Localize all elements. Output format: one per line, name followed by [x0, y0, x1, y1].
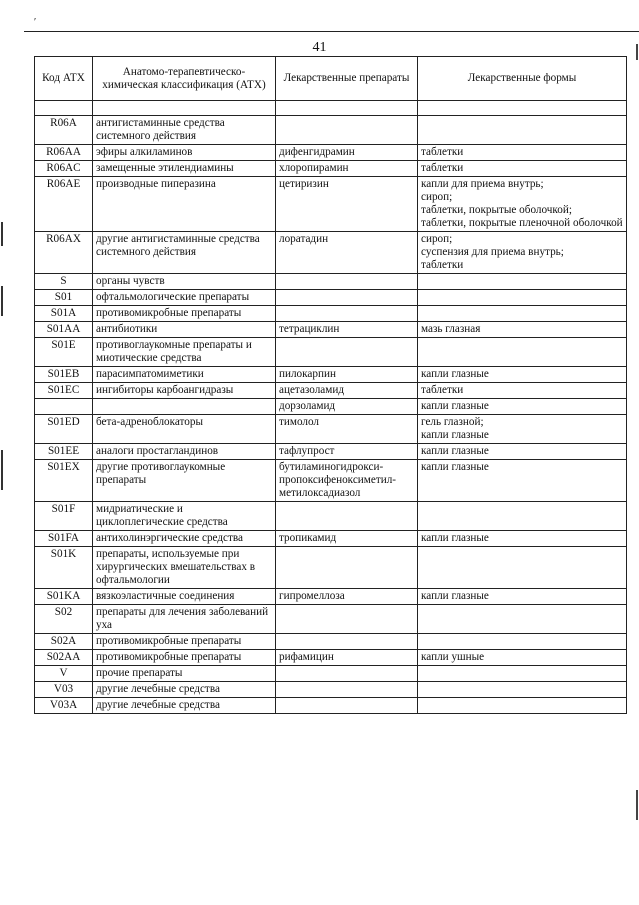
form-cell: [418, 666, 627, 682]
classification-cell: эфиры алкиламинов: [93, 145, 276, 161]
form-cell-line: капли для приема внутрь;: [421, 178, 544, 190]
atc-code-cell: S01EC: [35, 383, 93, 399]
classification-cell: другие антигистаминные средства системного действия: [93, 232, 276, 274]
table-row: [35, 502, 627, 531]
blank-cell: [418, 101, 627, 116]
form-cell: [418, 161, 627, 177]
drug-cell-line: хлоропирамин: [279, 162, 349, 174]
table-row: [35, 666, 627, 682]
form-cell: капли глазные: [418, 399, 627, 415]
drug-cell: [276, 274, 418, 290]
drug-cell: [276, 444, 418, 460]
drug-cell: [276, 322, 418, 338]
scan-edge-mark: [1, 286, 3, 316]
form-cell-line: капли глазные: [421, 532, 489, 544]
form-cell: [418, 502, 627, 531]
table-row: [35, 306, 627, 322]
classification-cell: противомикробные препараты: [93, 650, 276, 666]
blank-cell: [93, 101, 276, 116]
drug-cell: [276, 145, 418, 161]
form-cell: [418, 460, 627, 502]
classification-cell: противомикробные препараты: [93, 306, 276, 322]
classification-cell: антигистаминные средства системного действия: [93, 116, 276, 145]
table-row: [35, 531, 627, 547]
drug-cell-line: ацетазоламид: [279, 384, 345, 396]
header-rule: [24, 31, 639, 32]
table-row: [35, 177, 627, 232]
form-cell: [418, 338, 627, 367]
drug-cell: [276, 502, 418, 531]
atc-code-cell: R06A: [35, 116, 93, 145]
form-cell-line: сироп;: [421, 233, 453, 245]
page-number: 41: [312, 40, 327, 55]
header-classification: Анатомо-терапевтическо-химическая классификация (АТХ): [93, 57, 276, 101]
atc-code-cell: S02A: [35, 634, 93, 650]
atc-code-cell: S01EE: [35, 444, 93, 460]
atc-code-cell: S01EB: [35, 367, 93, 383]
atc-code-cell: S01K: [35, 547, 93, 589]
drug-cell: [276, 116, 418, 145]
corner-mark: ʹ: [34, 17, 37, 28]
form-cell-line: таблетки: [421, 259, 464, 271]
atc-code-cell: R06AC: [35, 161, 93, 177]
table-row: [35, 634, 627, 650]
form-cell-line: таблетки: [421, 384, 464, 396]
drug-cell: [276, 547, 418, 589]
table-row: [35, 650, 627, 666]
table-row: [35, 399, 627, 415]
table-row: [35, 698, 627, 714]
form-cell: [418, 547, 627, 589]
drug-cell-line: тетрациклин: [279, 323, 340, 335]
classification-cell: мидриатические и циклоплегические средства: [93, 502, 276, 531]
atc-code-cell: V03A: [35, 698, 93, 714]
table-body: [35, 101, 627, 714]
drug-cell-line: гипромеллоза: [279, 590, 345, 602]
form-cell: [418, 415, 627, 444]
form-cell: [418, 232, 627, 274]
drug-cell: [276, 698, 418, 714]
classification-cell: другие лечебные средства: [93, 682, 276, 698]
drug-cell: [276, 589, 418, 605]
form-cell-line: капли глазные: [421, 590, 489, 602]
blank-cell: [276, 101, 418, 116]
form-cell: [418, 444, 627, 460]
form-cell-line: капли глазные: [421, 429, 489, 441]
table-row: [35, 161, 627, 177]
classification-cell: ингибиторы карбоангидразы: [93, 383, 276, 399]
drug-cell-line: тимолол: [279, 416, 320, 428]
classification-cell: офтальмологические препараты: [93, 290, 276, 306]
drug-cell: [276, 666, 418, 682]
form-cell: [418, 116, 627, 145]
atc-code-cell: S01A: [35, 306, 93, 322]
atc-code-cell: R06AE: [35, 177, 93, 232]
scan-edge-mark: [636, 790, 638, 820]
form-cell-line: капли глазные: [421, 368, 489, 380]
form-cell: [418, 274, 627, 290]
atc-code-cell: S01: [35, 290, 93, 306]
classification-cell: противоглаукомные препараты и миотические средства: [93, 338, 276, 367]
drug-cell-line: тафлупрост: [279, 445, 335, 457]
form-cell: [418, 145, 627, 161]
form-cell: [418, 306, 627, 322]
classification-cell: парасимпатомиметики: [93, 367, 276, 383]
drug-cell: [276, 383, 418, 399]
table-row: [35, 274, 627, 290]
form-cell-line: капли глазные: [421, 461, 489, 473]
form-cell-line: капли глазные: [421, 445, 489, 457]
classification-cell: прочие препараты: [93, 666, 276, 682]
form-cell: [418, 322, 627, 338]
form-cell-line: таблетки: [421, 162, 464, 174]
drug-cell-line: пилокарпин: [279, 368, 336, 380]
atc-code-cell: S01KA: [35, 589, 93, 605]
form-cell: [418, 177, 627, 232]
classification-cell: органы чувств: [93, 274, 276, 290]
form-cell: [418, 634, 627, 650]
atc-code-cell: S02AA: [35, 650, 93, 666]
drug-cell: [276, 232, 418, 274]
drug-cell: [276, 338, 418, 367]
form-cell: [418, 605, 627, 634]
table-blank-row: [35, 101, 627, 116]
header-drugs: Лекарственные препараты: [276, 57, 418, 101]
table-row: [35, 589, 627, 605]
classification-cell: антихолинэргические средства: [93, 531, 276, 547]
table-header-row: [35, 57, 627, 101]
drug-cell-line: цетиризин: [279, 178, 329, 190]
form-cell-line: таблетки: [421, 146, 464, 158]
drug-cell: [276, 682, 418, 698]
drug-cell-line: тропикамид: [279, 532, 337, 544]
table-row: [35, 460, 627, 502]
scan-edge-mark: [1, 222, 3, 246]
form-cell: [418, 682, 627, 698]
table-row: [35, 338, 627, 367]
atc-code-cell: [35, 399, 93, 415]
table-row: [35, 605, 627, 634]
form-cell-line: капли ушные: [421, 651, 485, 663]
table-row: [35, 116, 627, 145]
table-row: [35, 322, 627, 338]
header-code: Код АТХ: [35, 57, 93, 101]
form-cell-line: таблетки, покрытые пленочной оболочкой: [421, 217, 623, 229]
classification-cell: препараты, используемые при хирургических вмешательствах в офтальмологии: [93, 547, 276, 589]
classification-cell: противомикробные препараты: [93, 634, 276, 650]
drug-cell: [276, 650, 418, 666]
classification-cell: препараты для лечения заболеваний уха: [93, 605, 276, 634]
atc-code-cell: S01EX: [35, 460, 93, 502]
atc-drug-table: [34, 56, 627, 714]
table-row: [35, 444, 627, 460]
classification-cell: [93, 399, 276, 415]
form-cell: [418, 589, 627, 605]
form-cell-line: мазь глазная: [421, 323, 481, 335]
table-row: [35, 415, 627, 444]
atc-code-cell: R06AA: [35, 145, 93, 161]
drug-cell: дорзоламид: [276, 399, 418, 415]
table-row: [35, 547, 627, 589]
atc-code-cell: V03: [35, 682, 93, 698]
classification-cell: бета-адреноблокаторы: [93, 415, 276, 444]
form-cell-line: сироп;: [421, 191, 453, 203]
table-row: [35, 682, 627, 698]
atc-code-cell: S01E: [35, 338, 93, 367]
form-cell-line: суспензия для приема внутрь;: [421, 246, 564, 258]
atc-code-cell: S02: [35, 605, 93, 634]
drug-cell: [276, 161, 418, 177]
atc-code-cell: S01ED: [35, 415, 93, 444]
classification-cell: аналоги простагландинов: [93, 444, 276, 460]
drug-cell: [276, 531, 418, 547]
form-cell-line: таблетки, покрытые оболочкой;: [421, 204, 572, 216]
table-row: [35, 383, 627, 399]
drug-cell: [276, 367, 418, 383]
table-row: [35, 290, 627, 306]
drug-cell: [276, 177, 418, 232]
atc-code-cell: S01FA: [35, 531, 93, 547]
drug-cell: [276, 605, 418, 634]
table-row: [35, 145, 627, 161]
form-cell: [418, 650, 627, 666]
drug-cell: [276, 634, 418, 650]
atc-code-cell: V: [35, 666, 93, 682]
drug-cell-line: бутиламиногидрокси-пропоксифеноксиметил-метилоксадиазол: [279, 461, 396, 499]
form-cell: [418, 383, 627, 399]
classification-cell: антибиотики: [93, 322, 276, 338]
classification-cell: производные пиперазина: [93, 177, 276, 232]
classification-cell: другие противоглаукомные препараты: [93, 460, 276, 502]
scan-edge-mark: [1, 450, 3, 490]
table-row: [35, 232, 627, 274]
classification-cell: вязкоэластичные соединения: [93, 589, 276, 605]
atc-code-cell: R06AX: [35, 232, 93, 274]
atc-code-cell: S01F: [35, 502, 93, 531]
form-cell: [418, 290, 627, 306]
scan-edge-mark: [636, 44, 638, 60]
atc-code-cell: S: [35, 274, 93, 290]
drug-cell: [276, 306, 418, 322]
drug-cell-line: дифенгидрамин: [279, 146, 355, 158]
drug-cell: [276, 290, 418, 306]
form-cell: [418, 531, 627, 547]
drug-cell-line: лоратадин: [279, 233, 329, 245]
classification-cell: другие лечебные средства: [93, 698, 276, 714]
atc-code-cell: S01AA: [35, 322, 93, 338]
blank-cell: [35, 101, 93, 116]
drug-cell-line: рифамицин: [279, 651, 334, 663]
drug-cell: [276, 460, 418, 502]
form-cell: [418, 698, 627, 714]
header-forms: Лекарственные формы: [418, 57, 627, 101]
table-row: [35, 367, 627, 383]
form-cell: [418, 367, 627, 383]
drug-cell: [276, 415, 418, 444]
classification-cell: замещенные этилендиамины: [93, 161, 276, 177]
form-cell-line: гель глазной;: [421, 416, 484, 428]
